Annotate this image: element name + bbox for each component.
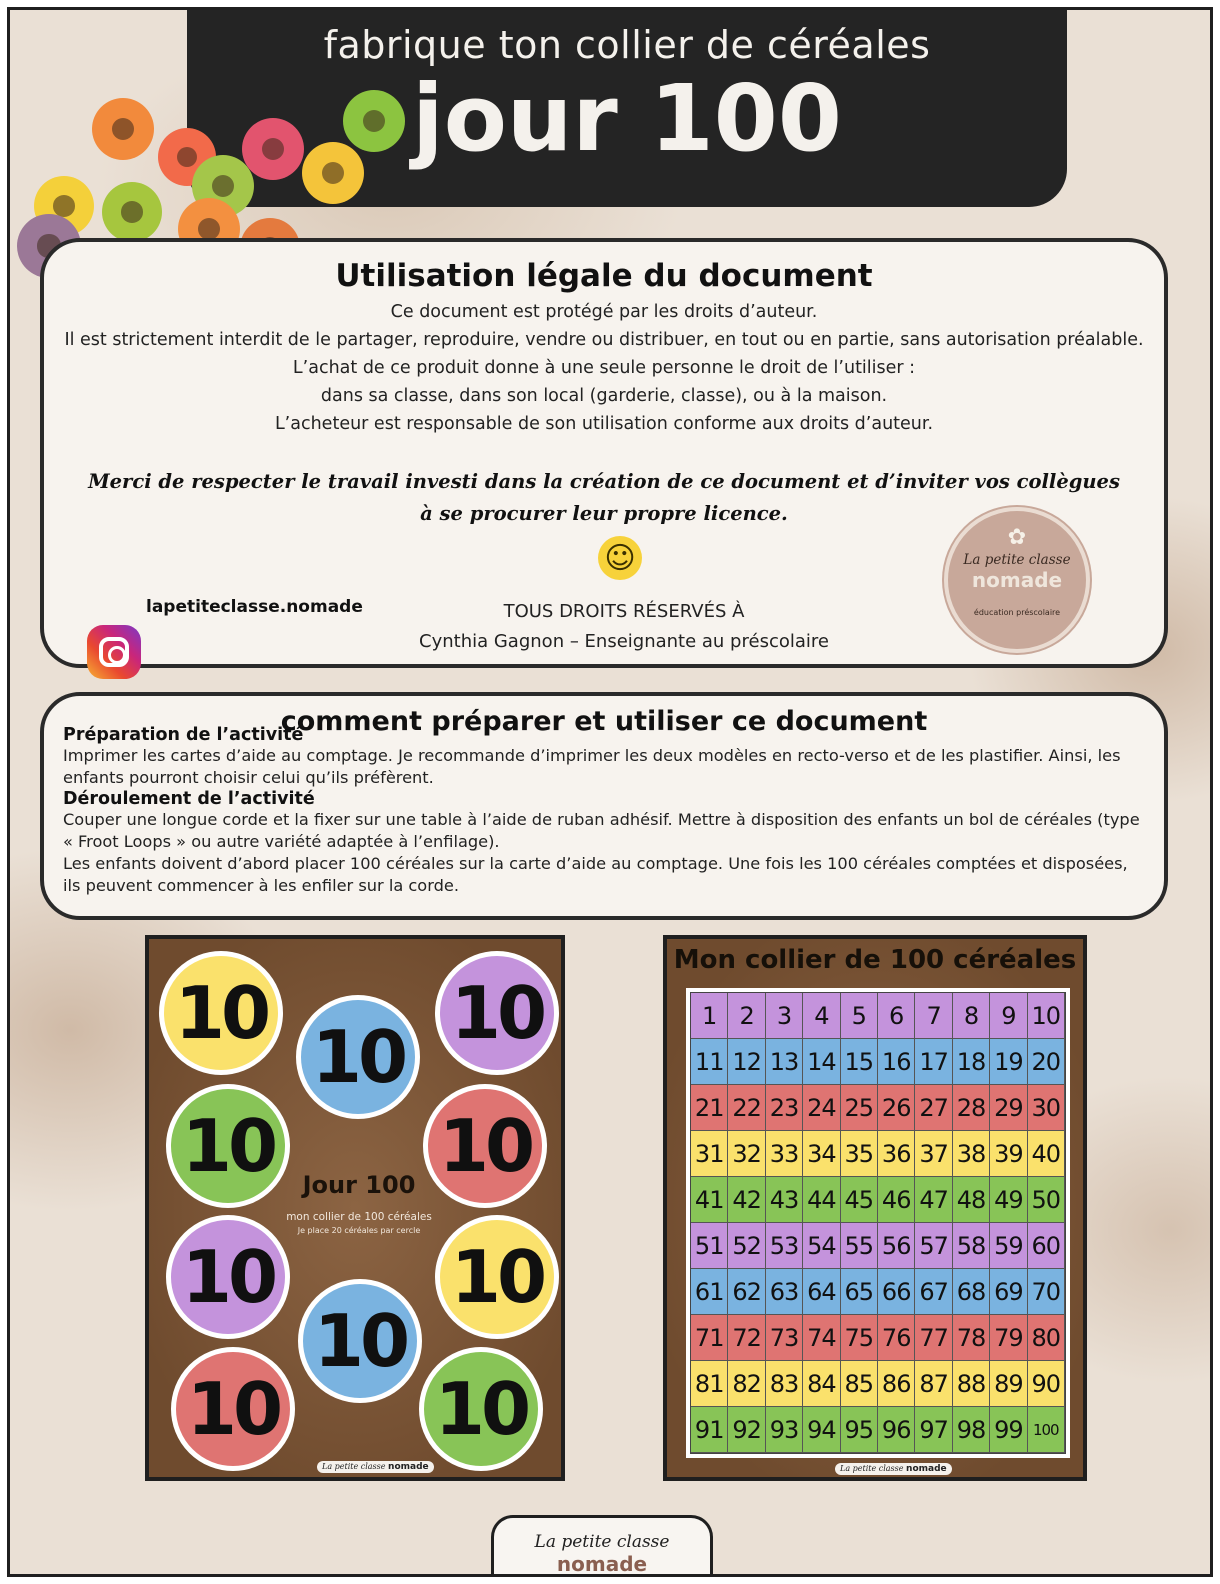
grid-cell: 86 <box>878 1361 915 1407</box>
circle-ten: 10 <box>419 1347 543 1471</box>
grid-cell: 22 <box>728 1085 765 1131</box>
brand-line3: éducation préscolaire <box>973 608 1061 617</box>
grid-cell: 89 <box>990 1361 1027 1407</box>
grid-cell: 59 <box>990 1223 1027 1269</box>
cereal-icon <box>242 118 304 180</box>
smiley-icon: ☺ <box>598 536 642 580</box>
grid-cell: 34 <box>803 1131 840 1177</box>
legal-line: dans sa classe, dans son local (garderie, classe), ou à la maison. <box>320 386 888 406</box>
page <box>7 7 1213 1577</box>
card-left-subtitle: mon collier de 100 céréales <box>286 1211 432 1223</box>
grid-cell: 61 <box>691 1269 728 1315</box>
legal-line: Il est strictement interdit de le partager, reproduire, vendre ou distribuer, en tout ou en partie, sans autorisation préalable. <box>64 330 1144 350</box>
mini-brand-line2: nomade <box>388 1462 429 1472</box>
grid-cell: 29 <box>990 1085 1027 1131</box>
grid-cell: 12 <box>728 1039 765 1085</box>
grid-cell: 66 <box>878 1269 915 1315</box>
grid-cell: 6 <box>878 993 915 1039</box>
cereal-icon <box>343 90 405 152</box>
grid-cell: 42 <box>728 1177 765 1223</box>
circle-ten: 10 <box>159 951 283 1075</box>
grid-cell: 30 <box>1028 1085 1065 1131</box>
grid-cell: 46 <box>878 1177 915 1223</box>
grid-cell: 57 <box>915 1223 952 1269</box>
grid-cell: 73 <box>766 1315 803 1361</box>
grid-cell: 47 <box>915 1177 952 1223</box>
grid-cell: 16 <box>878 1039 915 1085</box>
circle-ten: 10 <box>435 1215 559 1339</box>
legal-title: Utilisation légale du document <box>335 258 873 294</box>
grid-cell: 83 <box>766 1361 803 1407</box>
howto-panel <box>40 692 1168 920</box>
grid-cell: 56 <box>878 1223 915 1269</box>
grid-cell: 40 <box>1028 1131 1065 1177</box>
grid-cell: 51 <box>691 1223 728 1269</box>
grid-cell: 43 <box>766 1177 803 1223</box>
instagram-handle[interactable]: lapetiteclasse.nomade <box>146 597 363 617</box>
grid-cell: 33 <box>766 1131 803 1177</box>
hundred-grid-cells <box>690 992 1066 1454</box>
grid-cell: 94 <box>803 1407 840 1453</box>
grid-cell: 28 <box>953 1085 990 1131</box>
thanks-line: à se procurer leur propre licence. <box>420 502 788 525</box>
grid-cell: 98 <box>953 1407 990 1453</box>
circle-ten: 10 <box>166 1084 290 1208</box>
flow-text: Les enfants doivent d’abord placer 100 céréales sur la carte d’aide au comptage. Une fois les 100 céréales comptées et disposées, ils peuvent commencer à les enfiler sur la corde. <box>63 854 1128 895</box>
grid-cell: 80 <box>1028 1315 1065 1361</box>
grid-cell: 65 <box>841 1269 878 1315</box>
brand-logo <box>944 507 1090 653</box>
grid-cell: 68 <box>953 1269 990 1315</box>
legal-text <box>44 298 1164 438</box>
grid-cell: 44 <box>803 1177 840 1223</box>
brand-line2: nomade <box>971 568 1063 592</box>
circle-ten: 10 <box>296 995 420 1119</box>
grid-cell: 52 <box>728 1223 765 1269</box>
card-right-title: Mon collier de 100 céréales <box>673 945 1077 975</box>
grid-cell: 72 <box>728 1315 765 1361</box>
header-title: jour 100 <box>412 65 842 172</box>
footer-brand-logo <box>491 1515 713 1575</box>
howto-body <box>44 725 1164 897</box>
instagram-icon[interactable] <box>87 625 141 679</box>
prep-heading: Préparation de l’activité <box>63 725 304 745</box>
grid-cell: 78 <box>953 1315 990 1361</box>
mini-brand-line2: nomade <box>906 1464 947 1474</box>
grid-cell: 13 <box>766 1039 803 1085</box>
circle-ten: 10 <box>166 1215 290 1339</box>
circle-ten: 10 <box>171 1347 295 1471</box>
grid-cell: 82 <box>728 1361 765 1407</box>
grid-cell: 88 <box>953 1361 990 1407</box>
grid-cell: 50 <box>1028 1177 1065 1223</box>
grid-cell: 87 <box>915 1361 952 1407</box>
grid-cell: 39 <box>990 1131 1027 1177</box>
grid-cell: 17 <box>915 1039 952 1085</box>
grid-cell: 41 <box>691 1177 728 1223</box>
grid-cell: 70 <box>1028 1269 1065 1315</box>
cereal-icon <box>102 182 162 242</box>
grid-cell: 62 <box>728 1269 765 1315</box>
grid-cell: 92 <box>728 1407 765 1453</box>
circle-ten: 10 <box>423 1084 547 1208</box>
grid-cell: 54 <box>803 1223 840 1269</box>
grid-cell: 3 <box>766 993 803 1039</box>
cereal-icon <box>92 98 154 160</box>
grid-cell: 71 <box>691 1315 728 1361</box>
grid-cell: 79 <box>990 1315 1027 1361</box>
legal-line: Ce document est protégé par les droits d’auteur. <box>390 302 818 322</box>
grid-cell: 4 <box>803 993 840 1039</box>
grid-cell: 76 <box>878 1315 915 1361</box>
grid-cell: 95 <box>841 1407 878 1453</box>
grid-cell: 48 <box>953 1177 990 1223</box>
grid-cell: 97 <box>915 1407 952 1453</box>
grid-cell: 81 <box>691 1361 728 1407</box>
card-left-instruction: Je place 20 céréales par cercle <box>297 1226 421 1235</box>
flow-heading: Déroulement de l’activité <box>63 789 315 809</box>
thanks-line: Merci de respecter le travail investi dans la création de ce document et d’inviter vos collègues <box>88 470 1120 493</box>
grid-cell: 58 <box>953 1223 990 1269</box>
grid-cell: 11 <box>691 1039 728 1085</box>
mini-brand-line1: La petite classe <box>840 1464 904 1473</box>
grid-cell: 31 <box>691 1131 728 1177</box>
grid-cell: 74 <box>803 1315 840 1361</box>
flow-text: Couper une longue corde et la fixer sur une table à l’aide de ruban adhésif. Mettre à disposition des enfants un bol de céréales (type « Froot Loops » ou autre variété adaptée à l’enfilage). <box>63 810 1140 851</box>
rights-owner: Cynthia Gagnon – Enseignante au préscolaire <box>419 631 829 652</box>
legal-line: L’achat de ce produit donne à une seule personne le droit de l’utiliser : <box>292 358 916 378</box>
grid-cell: 9 <box>990 993 1027 1039</box>
grid-cell: 99 <box>990 1407 1027 1453</box>
grid-cell: 8 <box>953 993 990 1039</box>
grid-cell: 85 <box>841 1361 878 1407</box>
grid-cell: 77 <box>915 1315 952 1361</box>
counting-card-circles <box>145 935 565 1481</box>
card-left-title: Jour 100 <box>302 1171 416 1199</box>
counting-card-grid <box>663 935 1087 1481</box>
grid-cell: 60 <box>1028 1223 1065 1269</box>
circle-ten: 10 <box>298 1279 422 1403</box>
grid-cell: 100 <box>1028 1407 1065 1453</box>
grid-cell: 64 <box>803 1269 840 1315</box>
grid-cell: 14 <box>803 1039 840 1085</box>
mini-brand-logo <box>835 1463 952 1475</box>
grid-cell: 20 <box>1028 1039 1065 1085</box>
grid-cell: 24 <box>803 1085 840 1131</box>
mini-brand-line1: La petite classe <box>322 1462 386 1471</box>
grid-cell: 53 <box>766 1223 803 1269</box>
cereal-icon <box>302 142 364 204</box>
grid-cell: 90 <box>1028 1361 1065 1407</box>
howto-title: comment préparer et utiliser ce document <box>280 706 928 737</box>
grid-cell: 93 <box>766 1407 803 1453</box>
legal-panel <box>40 238 1168 668</box>
header-subtitle: fabrique ton collier de céréales <box>323 23 931 67</box>
prep-text: Imprimer les cartes d’aide au comptage. Je recommande d’imprimer les deux modèles en recto-verso et de les plastifier. Ainsi, les enfants pourront choisir celui qu’ils préfèrent. <box>63 746 1121 787</box>
grid-cell: 26 <box>878 1085 915 1131</box>
grid-cell: 55 <box>841 1223 878 1269</box>
grid-cell: 5 <box>841 993 878 1039</box>
grid-cell: 18 <box>953 1039 990 1085</box>
footer-brand-line2: nomade <box>556 1552 648 1576</box>
grid-cell: 15 <box>841 1039 878 1085</box>
grid-cell: 21 <box>691 1085 728 1131</box>
brand-line1: La petite classe <box>963 552 1071 568</box>
grid-cell: 36 <box>878 1131 915 1177</box>
grid-cell: 7 <box>915 993 952 1039</box>
grid-cell: 45 <box>841 1177 878 1223</box>
footer-brand-line1: La petite classe <box>534 1532 670 1552</box>
mini-brand-logo <box>317 1461 434 1473</box>
grid-cell: 91 <box>691 1407 728 1453</box>
grid-cell: 49 <box>990 1177 1027 1223</box>
grid-cell: 10 <box>1028 993 1065 1039</box>
rights-block <box>344 597 904 657</box>
grid-cell: 84 <box>803 1361 840 1407</box>
grid-cell: 38 <box>953 1131 990 1177</box>
hundred-grid <box>686 988 1070 1458</box>
legal-line: L’acheteur est responsable de son utilisation conforme aux droits d’auteur. <box>274 414 934 434</box>
flower-icon: ✿ <box>1007 525 1027 550</box>
grid-cell: 96 <box>878 1407 915 1453</box>
grid-cell: 67 <box>915 1269 952 1315</box>
circle-ten: 10 <box>435 951 559 1075</box>
grid-cell: 1 <box>691 993 728 1039</box>
grid-cell: 2 <box>728 993 765 1039</box>
grid-cell: 69 <box>990 1269 1027 1315</box>
grid-cell: 63 <box>766 1269 803 1315</box>
grid-cell: 25 <box>841 1085 878 1131</box>
rights-label: TOUS DROITS RÉSERVÉS À <box>503 601 745 622</box>
grid-cell: 23 <box>766 1085 803 1131</box>
grid-cell: 75 <box>841 1315 878 1361</box>
grid-cell: 35 <box>841 1131 878 1177</box>
grid-cell: 32 <box>728 1131 765 1177</box>
grid-cell: 27 <box>915 1085 952 1131</box>
grid-cell: 37 <box>915 1131 952 1177</box>
grid-cell: 19 <box>990 1039 1027 1085</box>
